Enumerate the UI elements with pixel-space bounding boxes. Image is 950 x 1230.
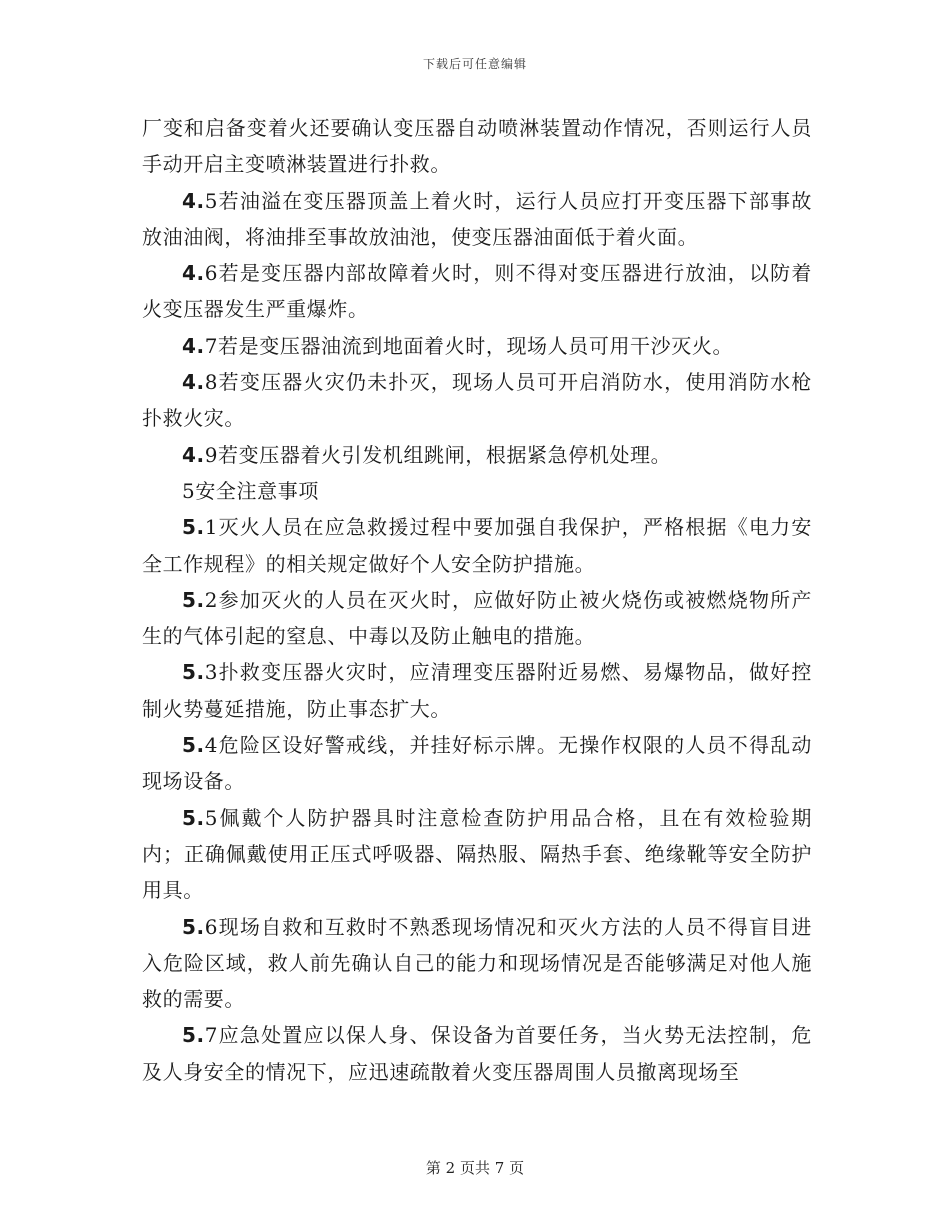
paragraph-text: 4危险区设好警戒线，并挂好标示牌。无操作权限的人员不得乱动现场设备。	[142, 733, 812, 794]
paragraph-text: 9若变压器着火引发机组跳闸，根据紧急停机处理。	[204, 442, 672, 467]
clause-number: 5.	[182, 515, 205, 540]
clause-number: 4.	[182, 261, 205, 286]
clause-number: 5.	[182, 914, 205, 939]
clause-number: 5.	[182, 805, 205, 830]
page-footer: 第 2 页共 7 页	[425, 1159, 525, 1177]
section-heading	[142, 473, 812, 509]
paragraph	[142, 364, 812, 437]
paragraph-text: 1灭火人员在应急救援过程中要加强自我保护，严格根据《电力安全工作规程》的相关规定做好个人安全防护措施。	[142, 515, 812, 576]
page-header: 下载后可任意编辑	[422, 57, 527, 71]
paragraph-text: 3扑救变压器火灾时，应清理变压器附近易燃、易爆物品，做好控制火势蔓延措施，防止事态扩大。	[142, 660, 812, 721]
paragraph	[142, 1017, 812, 1090]
clause-number: 4.	[182, 188, 205, 213]
paragraph-text: 厂变和启备变着火还要确认变压器自动喷淋装置动作情况，否则运行人员手动开启主变喷淋装置进行扑救。	[142, 116, 812, 177]
paragraph-text: 6现场自救和互救时不熟悉现场情况和灭火方法的人员不得盲目进入危险区域，救人前先确认自己的能力和现场情况是否能够满足对他人施救的需要。	[142, 914, 812, 1012]
paragraph-text: 5安全注意事项	[182, 478, 319, 503]
clause-number: 4.	[182, 370, 205, 395]
clause-number: 4.	[182, 333, 205, 358]
clause-number: 5.	[182, 587, 205, 612]
paragraph	[142, 183, 812, 256]
paragraph	[142, 437, 812, 473]
clause-number: 4.	[182, 442, 205, 467]
clause-number: 5.	[182, 660, 205, 685]
paragraph	[142, 727, 812, 800]
paragraph	[142, 800, 812, 909]
paragraph	[142, 909, 812, 1018]
paragraph	[142, 255, 812, 328]
paragraph	[142, 110, 812, 183]
paragraph	[142, 328, 812, 364]
paragraph-text: 2参加灭火的人员在灭火时，应做好防止被火烧伤或被燃烧物所产生的气体引起的窒息、中毒以及防止触电的措施。	[142, 587, 812, 649]
paragraph-text: 5佩戴个人防护器具时注意检查防护用品合格，且在有效检验期内；正确佩戴使用正压式呼吸器、隔热服、隔热手套、绝缘靴等安全防护用具。	[142, 805, 812, 903]
paragraph-text: 8若变压器火灾仍未扑灭，现场人员可开启消防水，使用消防水枪扑救火灾。	[142, 370, 812, 431]
paragraph-text: 7应急处置应以保人身、保设备为首要任务，当火势无法控制，危及人身安全的情况下，应迅速疏散着火变压器周围人员撤离现场至	[142, 1023, 812, 1084]
paragraph	[142, 582, 812, 655]
paragraph	[142, 654, 812, 727]
clause-number: 5.	[182, 733, 205, 758]
document-body	[142, 110, 812, 1090]
paragraph-text: 6若是变压器内部故障着火时，则不得对变压器进行放油，以防着火变压器发生严重爆炸。	[142, 261, 812, 322]
paragraph-text: 7若是变压器油流到地面着火时，现场人员可用干沙灭火。	[204, 333, 734, 358]
paragraph	[142, 509, 812, 582]
paragraph-text: 5若油溢在变压器顶盖上着火时，运行人员应打开变压器下部事故放油油阀，将油排至事故放油池，使变压器油面低于着火面。	[142, 188, 812, 249]
clause-number: 5.	[182, 1023, 205, 1048]
